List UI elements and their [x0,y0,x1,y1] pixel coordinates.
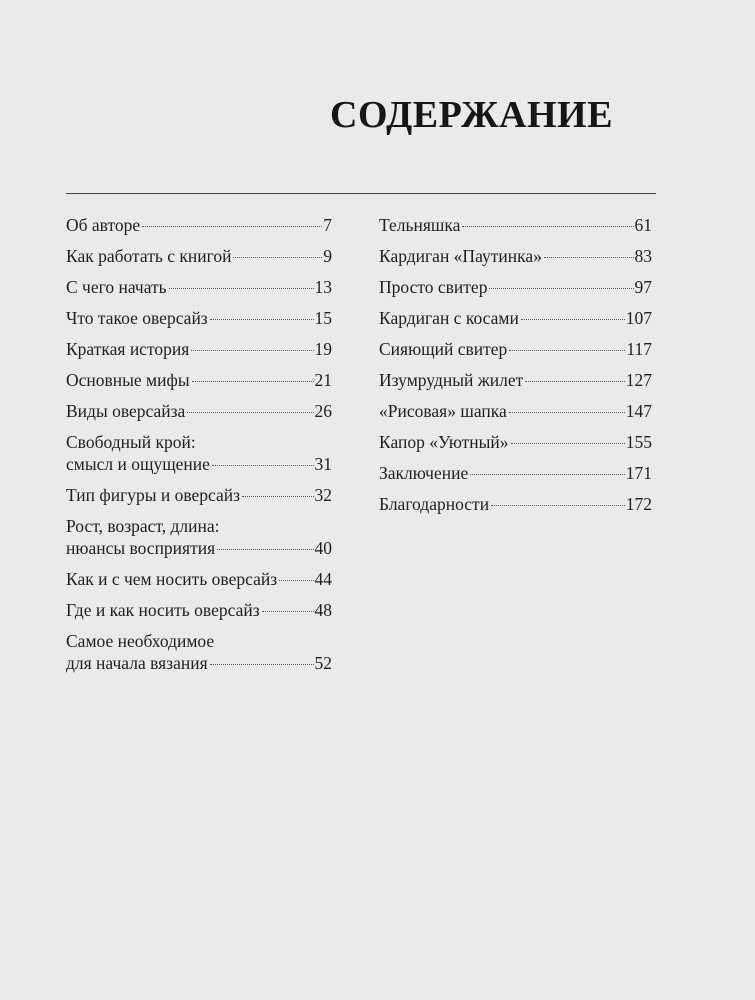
toc-entry-row [66,214,332,236]
toc-entry-row [66,568,332,590]
toc-entry[interactable] [66,431,332,475]
dot-leader [279,580,313,581]
toc-entry-page-number: 52 [314,653,332,673]
dot-leader [489,288,633,289]
toc-entry-row [379,214,652,236]
toc-entry[interactable] [66,369,332,391]
toc-entry[interactable] [379,276,652,298]
toc-entry-row [379,245,652,267]
dot-leader [242,496,313,497]
toc-entry-label: Тип фигуры и оверсайз [66,485,241,505]
toc-entry-label: Как и с чем носить оверсайз [66,569,278,589]
dot-leader [491,505,625,506]
toc-entry-row [66,652,332,674]
toc-entry-label: нюансы восприятия [66,538,216,558]
dot-leader [509,350,625,351]
toc-entry-title-first-line: Самое необходимое [66,631,215,651]
toc-entry-label: Где и как носить оверсайз [66,600,260,620]
toc-entry-page-number: 107 [625,308,652,328]
toc-entry-row [66,400,332,422]
toc-entry[interactable] [66,484,332,506]
toc-entry-label: Изумрудный жилет [379,370,524,390]
toc-entry-row [66,484,332,506]
toc-entry-page-number: 83 [634,246,652,266]
dot-leader [470,474,625,475]
toc-entry[interactable] [379,245,652,267]
toc-right-column [379,214,652,524]
toc-entry-label: Кардиган «Паутинка» [379,246,542,266]
toc-entry-label: для начала вязания [66,653,208,673]
toc-entry-row [379,369,652,391]
toc-left-column [66,214,332,683]
toc-entry[interactable] [66,630,332,674]
toc-entry-page-number: 172 [625,494,652,514]
toc-entry[interactable] [66,276,332,298]
title-divider [66,193,656,194]
dot-leader [262,611,314,612]
toc-entry-page-number: 31 [314,454,332,474]
toc-entry-row [66,338,332,360]
toc-entry[interactable] [379,462,652,484]
toc-entry-row [379,307,652,329]
toc-entry-page-number: 15 [314,308,332,328]
toc-entry-page-number: 32 [314,485,332,505]
toc-entry-label: Краткая история [66,339,190,359]
toc-entry-page-number: 61 [634,215,652,235]
toc-entry-row [66,599,332,621]
toc-entry-label: Просто свитер [379,277,488,297]
dot-leader [210,664,314,665]
toc-entry-label: Об авторе [66,215,141,235]
dot-leader [217,549,313,550]
toc-entry[interactable] [66,515,332,559]
toc-entry[interactable] [66,400,332,422]
toc-entry-row [66,245,332,267]
toc-entry-page-number: 26 [314,401,332,421]
toc-entry[interactable] [66,214,332,236]
toc-entry-label: Благодарности [379,494,490,514]
dot-leader [192,381,314,382]
toc-entry[interactable] [379,307,652,329]
toc-entry-label: Кардиган с косами [379,308,519,328]
toc-entry-label: Заключение [379,463,469,483]
dot-leader [212,465,314,466]
dot-leader [521,319,625,320]
dot-leader [511,443,625,444]
toc-entry-label: С чего начать [66,277,167,297]
toc-entry[interactable] [379,214,652,236]
toc-entry-row [66,369,332,391]
dot-leader [169,288,314,289]
dot-leader [142,226,322,227]
toc-entry[interactable] [66,307,332,329]
toc-entry-title-first-line: Свободный крой: [66,432,196,452]
toc-entry[interactable] [66,599,332,621]
dot-leader [233,257,322,258]
toc-entry-label: Капор «Уютный» [379,432,509,452]
toc-entry-page-number: 44 [314,569,332,589]
toc-entry[interactable] [379,338,652,360]
toc-entry-row [379,276,652,298]
dot-leader [525,381,624,382]
page-title: СОДЕРЖАНИЕ [330,94,613,136]
toc-entry[interactable] [379,493,652,515]
toc-entry[interactable] [66,568,332,590]
toc-entry[interactable] [379,431,652,453]
toc-entry-row [379,493,652,515]
toc-entry-page-number: 127 [625,370,652,390]
toc-entry[interactable] [379,400,652,422]
toc-entry-row [66,453,332,475]
toc-entry-page-number: 9 [323,246,332,266]
toc-entry-page-number: 147 [625,401,652,421]
toc-entry-page-number: 7 [323,215,332,235]
toc-entry-row [66,307,332,329]
dot-leader [544,257,634,258]
toc-entry-row [66,537,332,559]
toc-entry-row [379,462,652,484]
toc-entry-label: Что такое оверсайз [66,308,208,328]
toc-entry-page-number: 155 [625,432,652,452]
toc-entry[interactable] [379,369,652,391]
toc-entry-label: Тельняшка [379,215,461,235]
toc-entry[interactable] [66,245,332,267]
toc-entry-label: смысл и ощущение [66,454,210,474]
toc-entry-page-number: 48 [314,600,332,620]
toc-entry-label: «Рисовая» шапка [379,401,507,421]
dot-leader [210,319,314,320]
toc-entry-label: Виды оверсайза [66,401,186,421]
dot-leader [191,350,313,351]
toc-entry-page-number: 171 [625,463,652,483]
toc-entry-title-first-line: Рост, возраст, длина: [66,516,220,536]
toc-entry[interactable] [66,338,332,360]
toc-entry-row [379,338,652,360]
toc-entry-label: Сияющий свитер [379,339,508,359]
toc-entry-page-number: 97 [634,277,652,297]
dot-leader [509,412,625,413]
toc-entry-label: Основные мифы [66,370,190,390]
toc-entry-page-number: 21 [314,370,332,390]
toc-entry-row [66,276,332,298]
dot-leader [462,226,633,227]
toc-entry-page-number: 19 [314,339,332,359]
toc-entry-row [379,400,652,422]
dot-leader [187,412,313,413]
toc-entry-page-number: 117 [626,339,652,359]
toc-entry-row [379,431,652,453]
toc-entry-page-number: 40 [314,538,332,558]
toc-entry-page-number: 13 [314,277,332,297]
toc-entry-label: Как работать с книгой [66,246,232,266]
